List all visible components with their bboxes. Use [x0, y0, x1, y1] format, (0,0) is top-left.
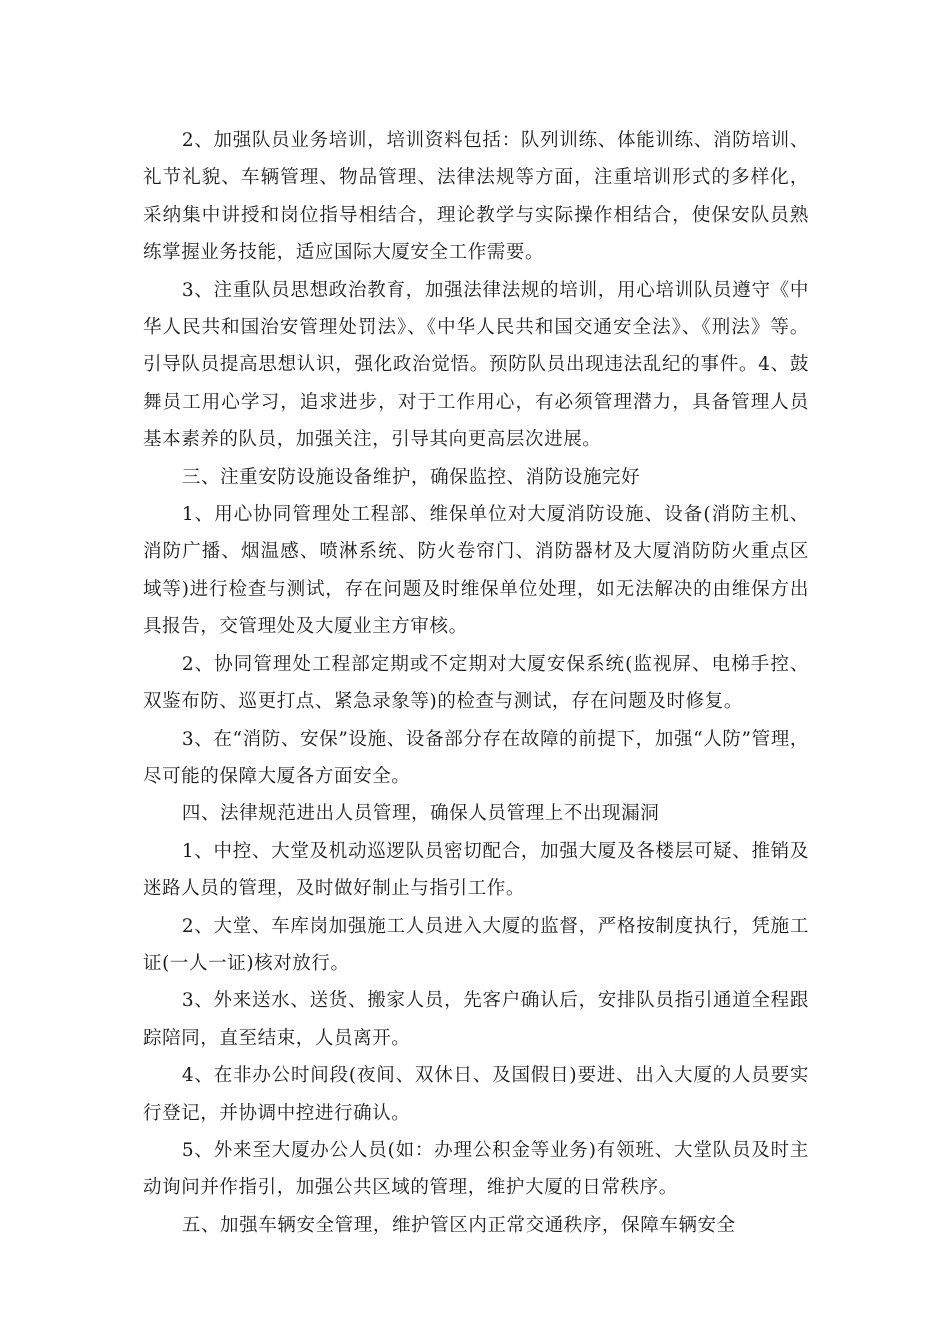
paragraph-fire-facility-inspection: 1、用心协同管理处工程部、维保单位对大厦消防设施、设备(消防主机、消防广播、烟温感、喷淋系统、防火卷帘门、消防器材及大厦消防防火重点区域等)进行检查与测试，存在问题及时维保单位处理，如无法解决的由维保方出具报告，交管理处及大厦业主方审核。 — [143, 504, 809, 638]
document-page — [143, 122, 809, 1244]
section-heading-facility-maintenance: 三、注重安防设施设备维护，确保监控、消防设施完好 — [181, 466, 641, 488]
paragraph-delivery-staff: 3、外来送水、送货、搬家人员，先客户确认后，安排队员指引通道全程跟踪陪同，直至结束，人员离开。 — [143, 990, 809, 1049]
paragraph-off-hours-registration: 4、在非办公时间段(夜间、双休日、及国假日)要进、出入大厦的人员要实行登记，并协调中控进行确认。 — [143, 1065, 809, 1124]
section-heading-personnel-management: 四、法律规范进出人员管理，确保人员管理上不出现漏洞 — [181, 803, 660, 825]
paragraph-patrol-coordination: 1、中控、大堂及机动巡逻队员密切配合，加强大厦及各楼层可疑、推销及迷路人员的管理，及时做好制止与指引工作。 — [143, 840, 809, 900]
section-heading-vehicle-safety: 五、加强车辆安全管理，维护管区内正常交通秩序，保障车辆安全 — [181, 1214, 736, 1236]
paragraph-staff-training: 2、加强队员业务培训，培训资料包括：队列训练、体能训练、消防培训、礼节礼貌、车辆管理、物品管理、法律法规等方面，注重培训形式的多样化，采纳集中讲授和岗位指导相结合，理论教学与实际操作相结合，使保安队员熟练掌握业务技能，适应国际大厦安全工作需要。 — [143, 130, 809, 264]
paragraph-political-education: 3、注重队员思想政治教育，加强法律法规的培训，用心培训队员遵守《中华人民共和国治安管理处罚法》、《中华人民共和国交通安全法》、《刑法》等。引导队员提高思想认识，强化政治觉悟。预防队员出现违法乱纪的事件。4、鼓舞员工用心学习，追求进步，对于工作用心，有必须管理潜力，具备管理人员基本素养的队员，加强关注，引导其向更高层次进展。 — [143, 279, 809, 451]
paragraph-human-defense: 3、在“消防、安保”设施、设备部分存在故障的前提下，加强“人防”管理，尽可能的保障大厦各方面安全。 — [143, 728, 809, 787]
paragraph-visitor-guidance: 5、外来至大厦办公人员(如：办理公积金等业务)有领班、大堂队员及时主动询问并作指引，加强公共区域的管理，维护大厦的日常秩序。 — [143, 1139, 809, 1199]
paragraph-security-system-inspection: 2、协同管理处工程部定期或不定期对大厦安保系统(监视屏、电梯手控、双鉴布防、巡更打点、紧急录象等)的检查与测试，存在问题及时修复。 — [143, 653, 809, 713]
paragraph-construction-staff: 2、大堂、车库岗加强施工人员进入大厦的监督，严格按制度执行，凭施工证(一人一证)核对放行。 — [143, 915, 809, 974]
